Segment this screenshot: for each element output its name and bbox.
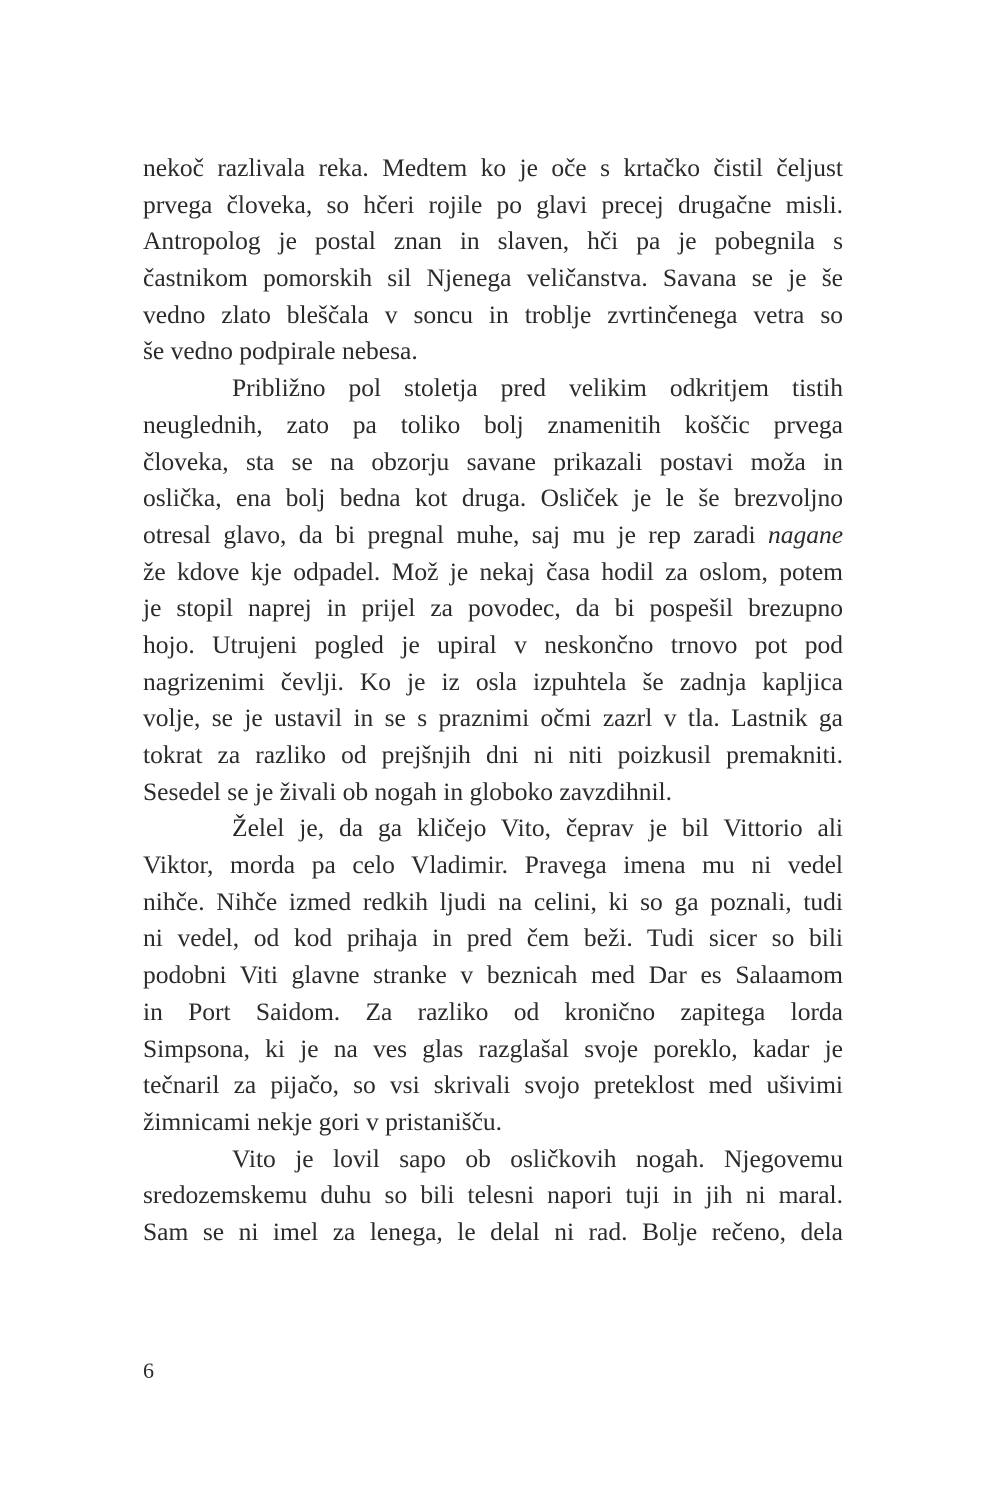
text-line <box>143 1177 843 1214</box>
text-line-content: in Port Saidom. Za razliko od kronično zapitega lorda <box>143 996 843 1026</box>
text-line <box>143 517 843 554</box>
italic-word: nagane <box>767 519 844 549</box>
text-line-content: Približno pol stoletja pred velikim odkritjem tistih <box>232 373 843 403</box>
text-line-content: prvega človeka, so hčeri rojile po glavi precej drugačne misli. <box>143 189 843 219</box>
text-line-content: častnikom pomorskih sil Njenega veličanstva. Savana se je še <box>143 263 843 293</box>
text-line-content: tokrat za razliko od prejšnjih dni ni niti poizkusil premakniti. <box>143 740 843 769</box>
text-line-content: Antropolog je postal znan in slaven, hči pa je pobegnila s <box>143 226 843 256</box>
text-line-content: tečnaril za pijačo, so vsi skrivali svojo preteklost med ušivimi <box>143 1070 843 1100</box>
text-line-content: Viktor, morda pa celo Vladimir. Pravega imena mu ni vedel <box>143 850 843 880</box>
text-line-content: Vito je lovil sapo ob osličkovih nogah. Njegovemu <box>232 1143 843 1173</box>
text-line-content: sredozemskemu duhu so bili telesni napori tuji in jih ni maral. <box>143 1180 843 1210</box>
text-line-content: podobni Viti glavne stranke v beznicah med Dar es Salaamom <box>143 960 843 990</box>
text-line <box>143 260 843 297</box>
text-line <box>143 480 843 517</box>
text-line-content: nagrizenimi čevlji. Ko je iz osla izpuhtela še zadnja kapljica <box>143 666 843 696</box>
text-line <box>143 297 843 334</box>
text-line <box>143 1214 843 1251</box>
text-line <box>143 223 843 260</box>
text-line <box>143 333 843 370</box>
text-line <box>143 774 843 811</box>
text-line-content: nekoč razlivala reka. Medtem ko je oče s krtačko čistil čeljust <box>143 153 843 182</box>
text-line-content: že kdove kje odpadel. Mož je nekaj časa hodil za oslom, potem <box>143 556 843 586</box>
text-line-content: nihče. Nihče izmed redkih ljudi na celini, ki so ga poznali, tudi <box>143 886 843 916</box>
page-number: 6 <box>143 1358 154 1383</box>
text-line <box>143 187 843 224</box>
text-line-content: Sesedel se je živali ob nogah in globoko zavzdihnil. <box>143 776 673 806</box>
text-line <box>143 884 843 921</box>
text-line-content: oslička, ena bolj bedna kot druga. Osliček je le še brezvoljno <box>143 483 843 513</box>
text-line <box>143 554 843 591</box>
text-line-content: Želel je, da ga kličejo Vito, čeprav je bil Vittorio ali <box>232 813 843 843</box>
text-line-content: vedno zlato bleščala v soncu in troblje zvrtinčenega vetra so <box>143 299 843 329</box>
text-line <box>143 664 843 701</box>
text-line-content: Simpsona, ki je na ves glas razglašal svoje poreklo, kadar je <box>143 1033 843 1063</box>
text-line <box>143 1067 843 1104</box>
text-line-content: žimnicami nekje gori v pristanišču. <box>143 1106 503 1136</box>
body-text <box>143 150 843 1251</box>
text-line-content: hojo. Utrujeni pogled je upiral v neskončno trnovo pot pod <box>143 629 843 659</box>
text-line-content: otresal glavo, da bi pregnal muhe, saj mu je rep zaradi <box>143 519 756 549</box>
text-line <box>143 444 843 481</box>
text-line-content: neuglednih, zato pa toliko bolj znamenitih koščic prvega <box>143 409 843 439</box>
text-line <box>143 994 843 1031</box>
text-line <box>143 1031 843 1068</box>
text-line-content: človeka, sta se na obzorju savane prikazali postavi moža in <box>143 446 843 476</box>
text-line <box>143 847 843 884</box>
text-line-content: volje, se je ustavil in se s praznimi očmi zazrl v tla. Lastnik ga <box>143 703 843 733</box>
text-line <box>143 150 843 187</box>
text-line <box>143 1141 843 1178</box>
text-line <box>143 627 843 664</box>
text-line-content: je stopil naprej in prijel za povodec, da bi pospešil brezupno <box>143 593 843 623</box>
text-line-content: še vedno podpirale nebesa. <box>143 336 418 366</box>
text-line <box>143 1104 843 1141</box>
text-line <box>143 810 843 847</box>
text-line-content: ni vedel, od kod prihaja in pred čem beži. Tudi sicer so bili <box>143 923 843 953</box>
text-line <box>143 700 843 737</box>
text-line <box>143 407 843 444</box>
text-line <box>143 737 843 774</box>
text-line <box>143 957 843 994</box>
text-line <box>143 370 843 407</box>
text-line <box>143 920 843 957</box>
text-line <box>143 590 843 627</box>
text-line-content: Sam se ni imel za lenega, le delal ni rad. Bolje rečeno, dela <box>143 1216 843 1246</box>
